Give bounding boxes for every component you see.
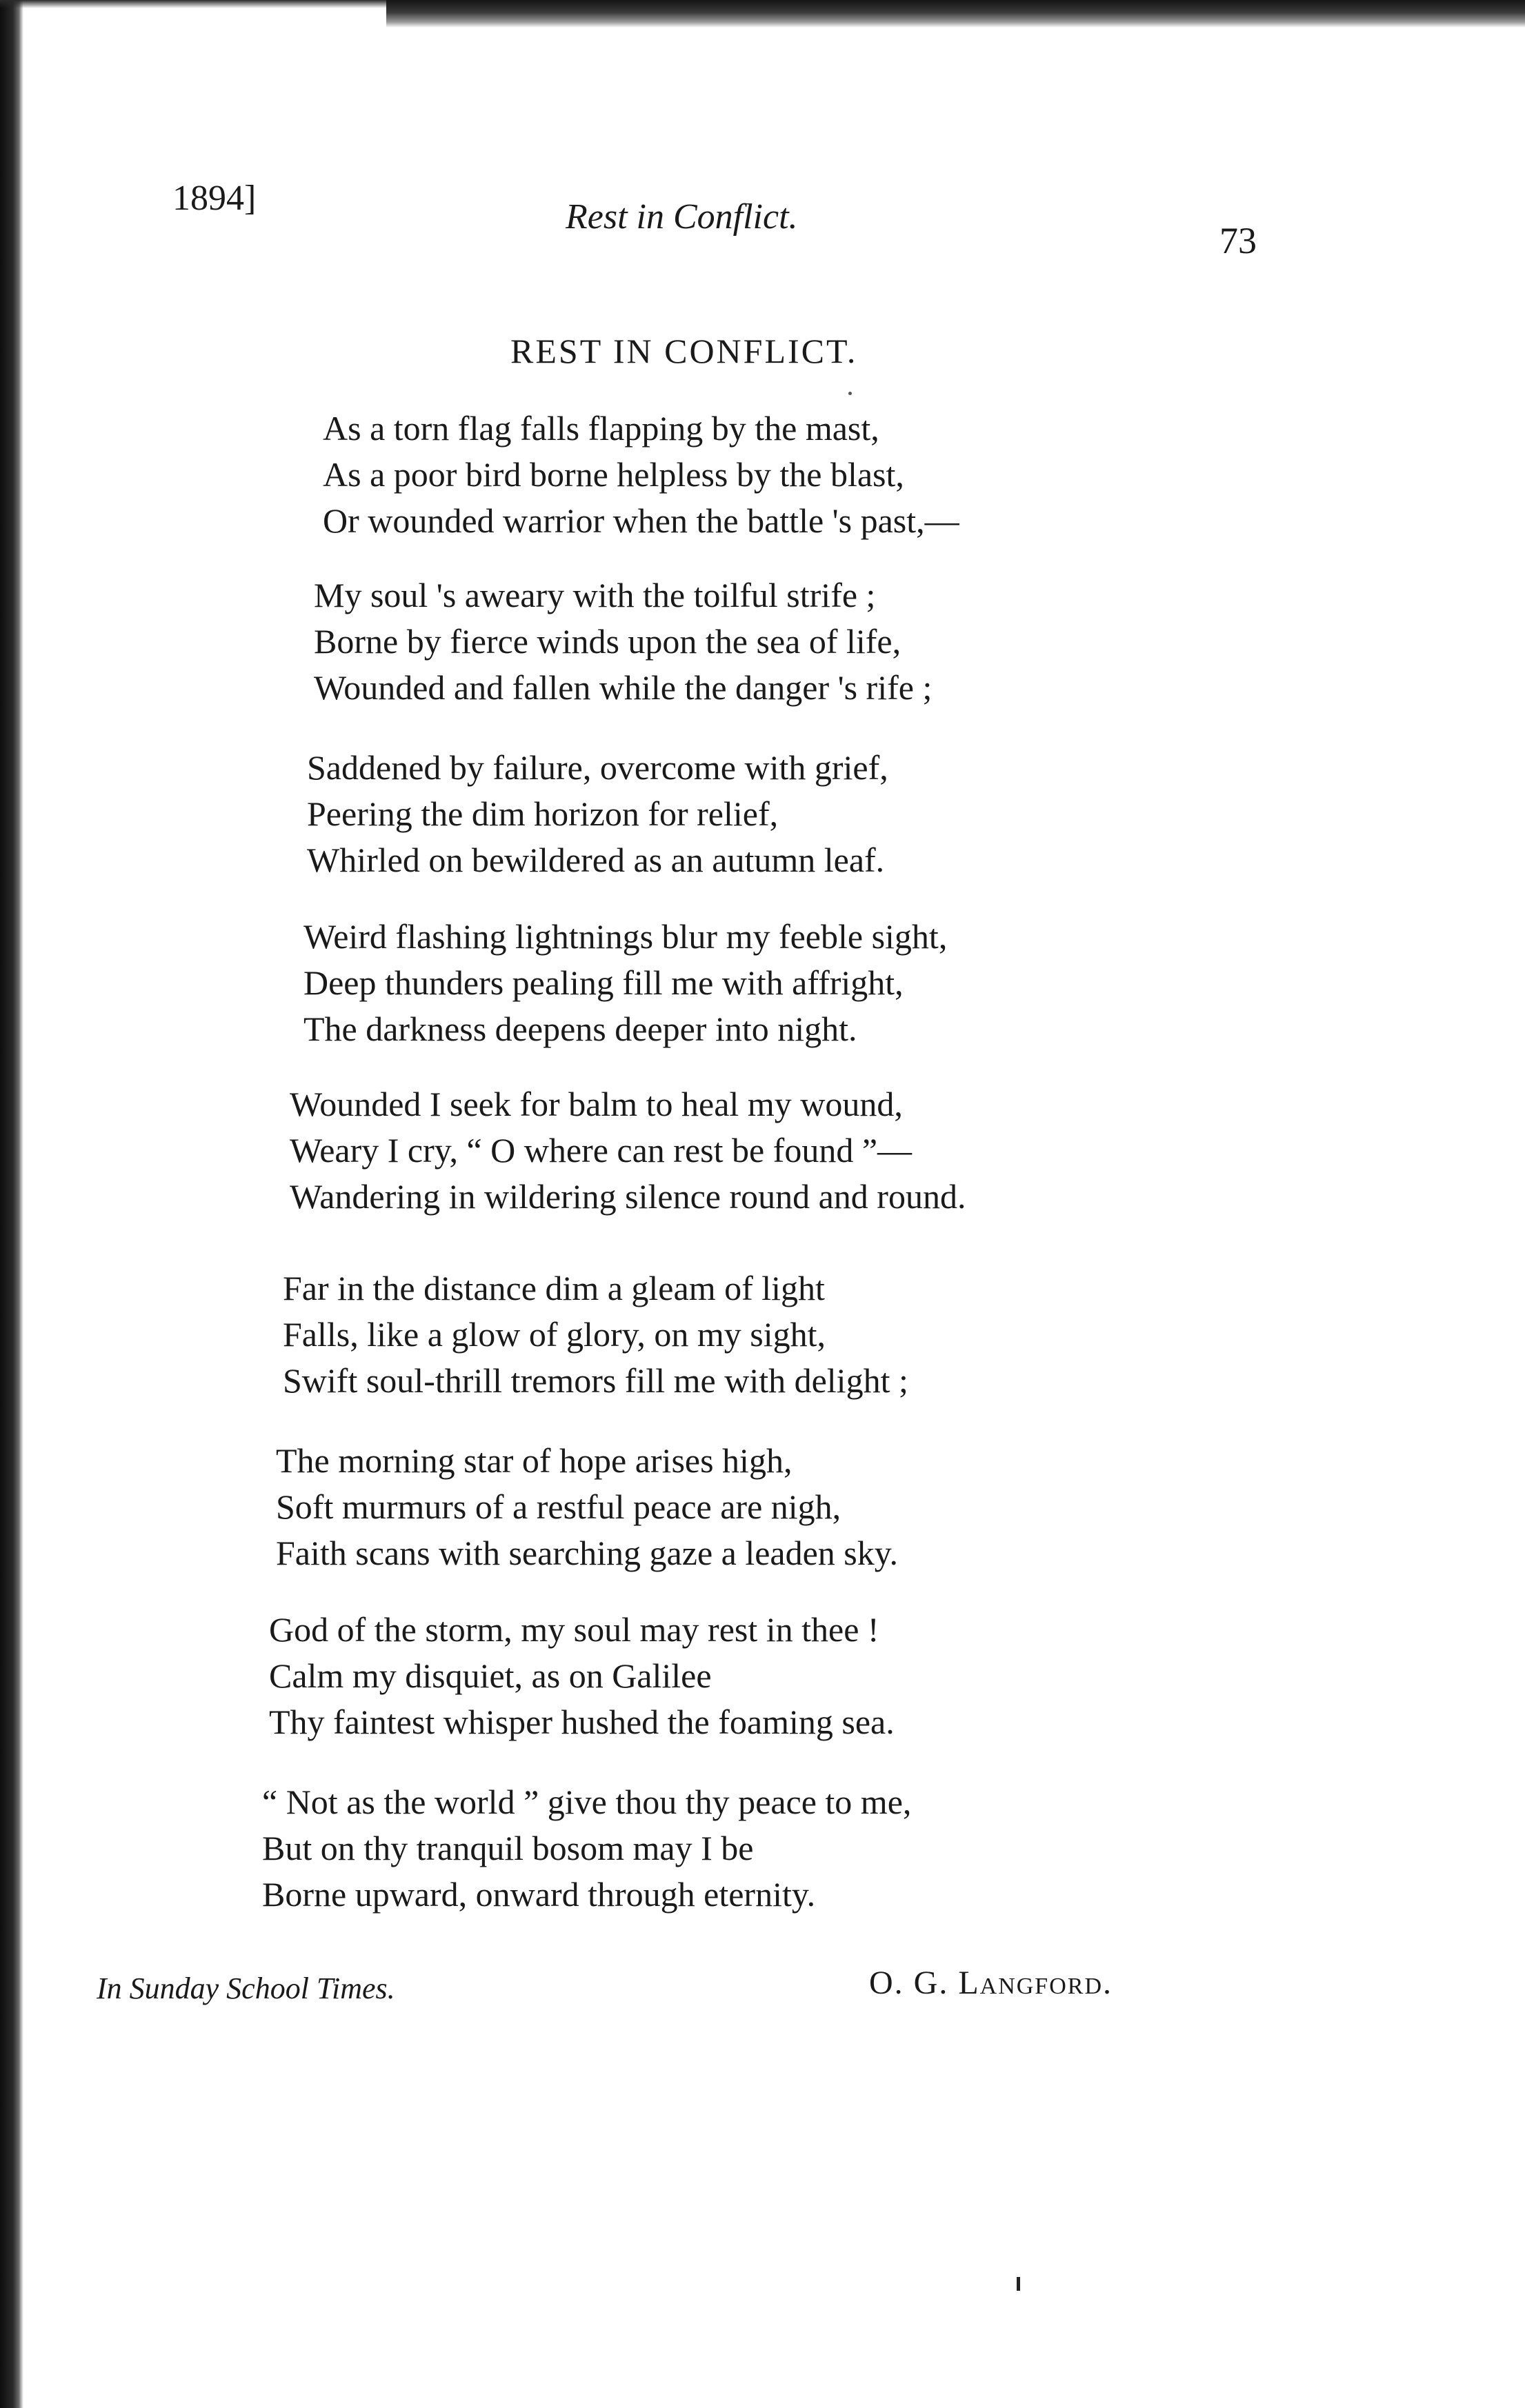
poem-line: Weary I cry, “ O where can rest be found ”— — [290, 1131, 913, 1170]
poem-line: Borne by fierce winds upon the sea of life, — [314, 622, 901, 661]
page-number: 73 — [1219, 220, 1257, 261]
stanza-1 — [323, 405, 959, 544]
poem-line: Thy faintest whisper hushed the foaming sea. — [269, 1703, 895, 1741]
poem-line: Whirled on bewildered as an autumn leaf. — [307, 841, 885, 879]
poem-title: REST IN CONFLICT. — [510, 332, 858, 370]
scan-shadow-left — [0, 0, 23, 2408]
header-year: 1894] — [172, 179, 257, 218]
poem-line: The morning star of hope arises high, — [276, 1441, 793, 1480]
stanza-3 — [307, 745, 888, 883]
poem-line: The darkness deepens deeper into night. — [303, 1010, 857, 1048]
stanza-9 — [262, 1779, 911, 1918]
poem-line: Peering the dim horizon for relief, — [307, 794, 779, 833]
stanza-2 — [314, 572, 932, 711]
ink-speck — [1017, 2277, 1020, 2291]
poem-line: Wandering in wildering silence round and round. — [290, 1177, 966, 1216]
stanza-4 — [303, 914, 947, 1052]
poem-line: Swift soul-thrill tremors fill me with delight ; — [283, 1361, 908, 1400]
poem-line: But on thy tranquil bosom may I be — [262, 1829, 754, 1867]
poem-line: Borne upward, onward through eternity. — [262, 1875, 816, 1914]
stanza-6 — [283, 1265, 908, 1404]
poem-line: “ Not as the world ” give thou thy peace to me, — [262, 1783, 912, 1821]
ink-speck — [848, 392, 852, 395]
poem-line: My soul 's aweary with the toilful strife ; — [314, 576, 876, 614]
running-title: Rest in Conflict. — [566, 197, 798, 237]
poem-line: As a poor bird borne helpless by the blast, — [323, 455, 904, 494]
poem-line: Soft murmurs of a restful peace are nigh, — [276, 1487, 841, 1526]
scan-shadow-top — [386, 0, 1525, 28]
poem-line: Far in the distance dim a gleam of light — [283, 1269, 825, 1307]
poem-line: As a torn flag falls flapping by the mast, — [323, 409, 879, 448]
poem-line: Or wounded warrior when the battle 's past,— — [323, 501, 959, 540]
stanza-8 — [269, 1607, 895, 1745]
author-signature: O. G. Langford. — [869, 1965, 1113, 2001]
poem-line: Deep thunders pealing fill me with affright, — [303, 963, 904, 1002]
poem-line: Falls, like a glow of glory, on my sight, — [283, 1315, 826, 1354]
poem-line: God of the storm, my soul may rest in thee ! — [269, 1610, 879, 1649]
poem-line: Saddened by failure, overcome with grief, — [307, 748, 888, 787]
poem-line: Calm my disquiet, as on Galilee — [269, 1656, 712, 1695]
poem-line: Wounded and fallen while the danger 's rife ; — [314, 668, 933, 707]
poem-line: Weird flashing lightnings blur my feeble sight, — [303, 917, 948, 956]
poem-line: Wounded I seek for balm to heal my wound, — [290, 1085, 903, 1123]
poem-line: Faith scans with searching gaze a leaden sky. — [276, 1534, 899, 1572]
scan-shadow-top-left — [0, 0, 386, 8]
stanza-5 — [290, 1081, 966, 1220]
stanza-7 — [276, 1438, 898, 1576]
source-note: In Sunday School Times. — [97, 1971, 395, 2005]
